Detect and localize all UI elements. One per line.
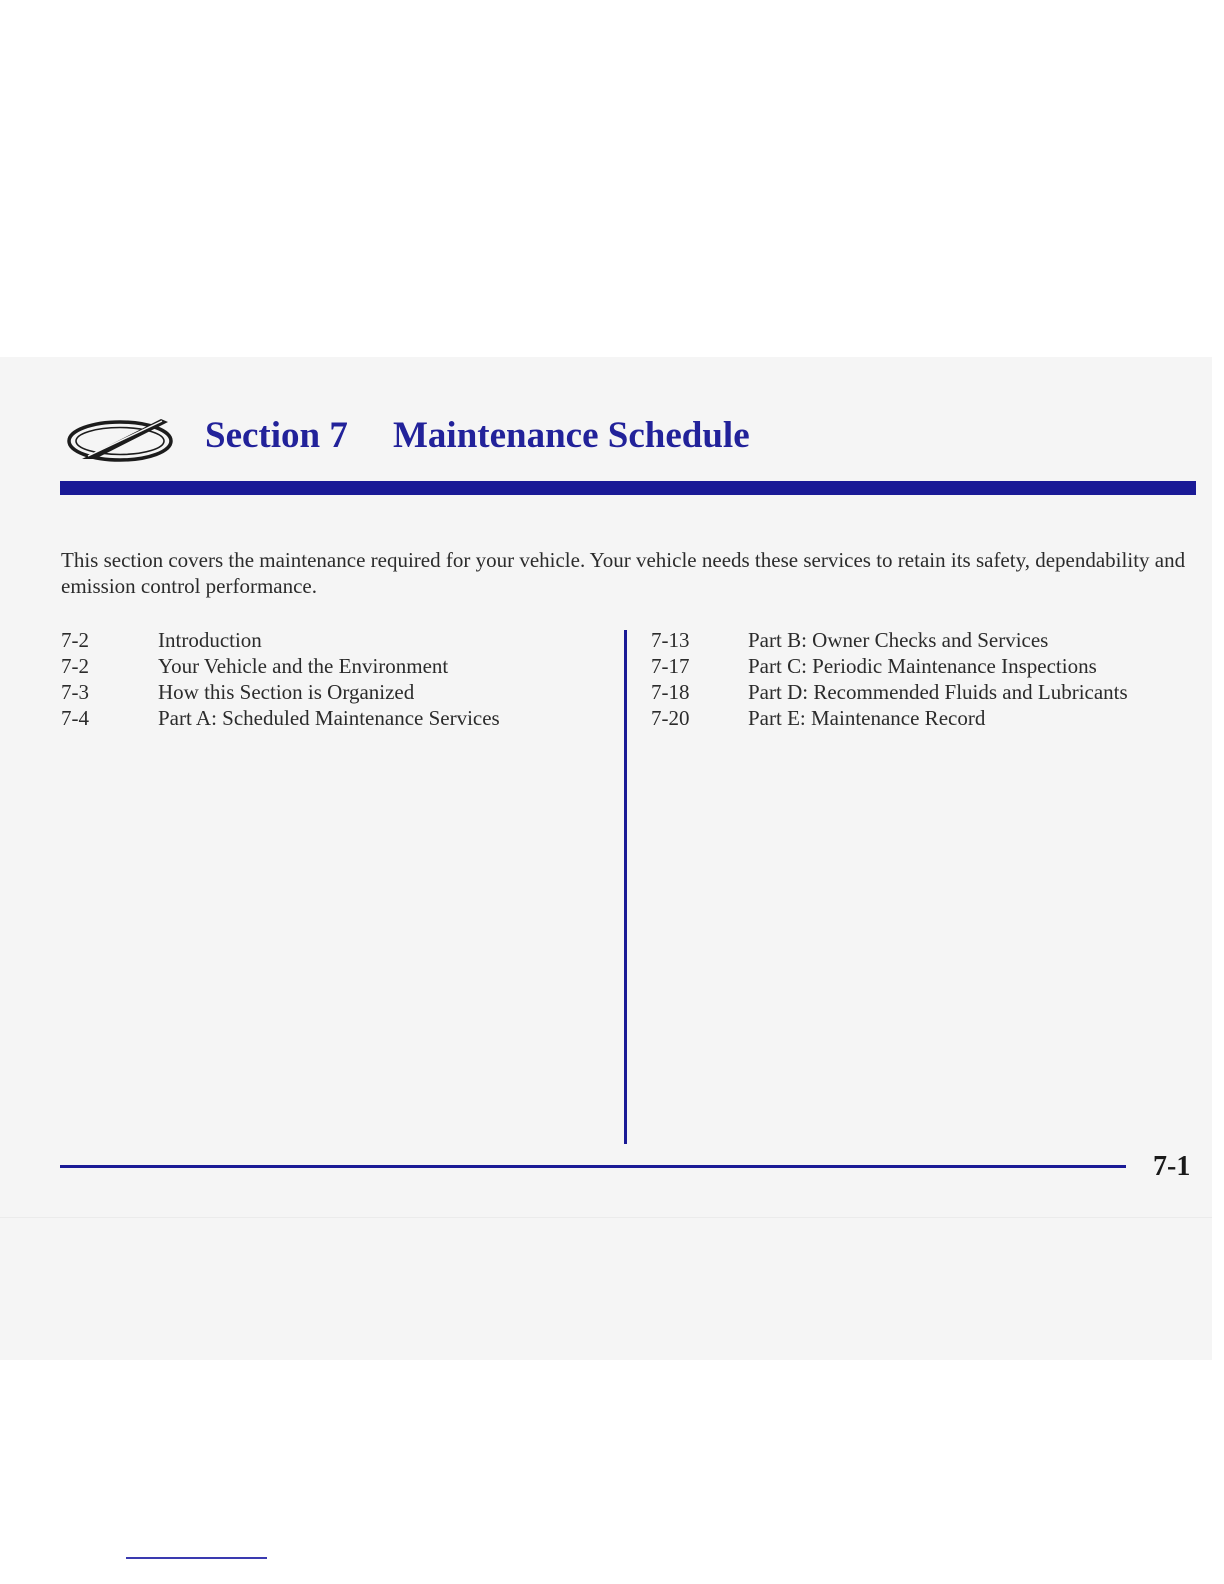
toc-page-number: 7-3: [61, 680, 89, 704]
sheet-fold-line: [0, 1217, 1212, 1218]
toc-page-number: 7-17: [651, 654, 690, 678]
page-number: 7-1: [1153, 1151, 1191, 1182]
section-number-title: Section 7: [205, 415, 348, 456]
oldsmobile-rocket-emblem-icon: [64, 415, 182, 465]
toc-page-number: 7-2: [61, 654, 89, 678]
stray-scan-line: [126, 1557, 267, 1559]
toc-entry-title: Your Vehicle and the Environment: [158, 654, 449, 678]
toc-entry-title: Part B: Owner Checks and Services: [748, 628, 1049, 652]
toc-page-number: 7-4: [61, 706, 89, 730]
toc-page-number: 7-2: [61, 628, 89, 652]
toc-page-number: 7-18: [651, 680, 690, 704]
section-intro-text: This section covers the maintenance required for your vehicle. Your vehicle needs these services to retain its safety, dependability and emission control performance.: [61, 548, 1186, 598]
toc-page-number: 7-20: [651, 706, 690, 730]
toc-entry-title: Part D: Recommended Fluids and Lubricants: [748, 680, 1128, 704]
toc-entry-title: Part C: Periodic Maintenance Inspections: [748, 654, 1097, 678]
header-rule: [60, 481, 1196, 495]
section-name-title: Maintenance Schedule: [393, 415, 750, 456]
column-divider: [624, 630, 627, 1144]
toc-entry-title: Part E: Maintenance Record: [748, 706, 986, 730]
manual-page: [0, 357, 1212, 1360]
toc-page-number: 7-13: [651, 628, 690, 652]
toc-entry-title: Introduction: [158, 628, 262, 652]
toc-entry-title: Part A: Scheduled Maintenance Services: [158, 706, 500, 730]
footer-rule: [60, 1165, 1126, 1168]
toc-entry-title: How this Section is Organized: [158, 680, 415, 704]
